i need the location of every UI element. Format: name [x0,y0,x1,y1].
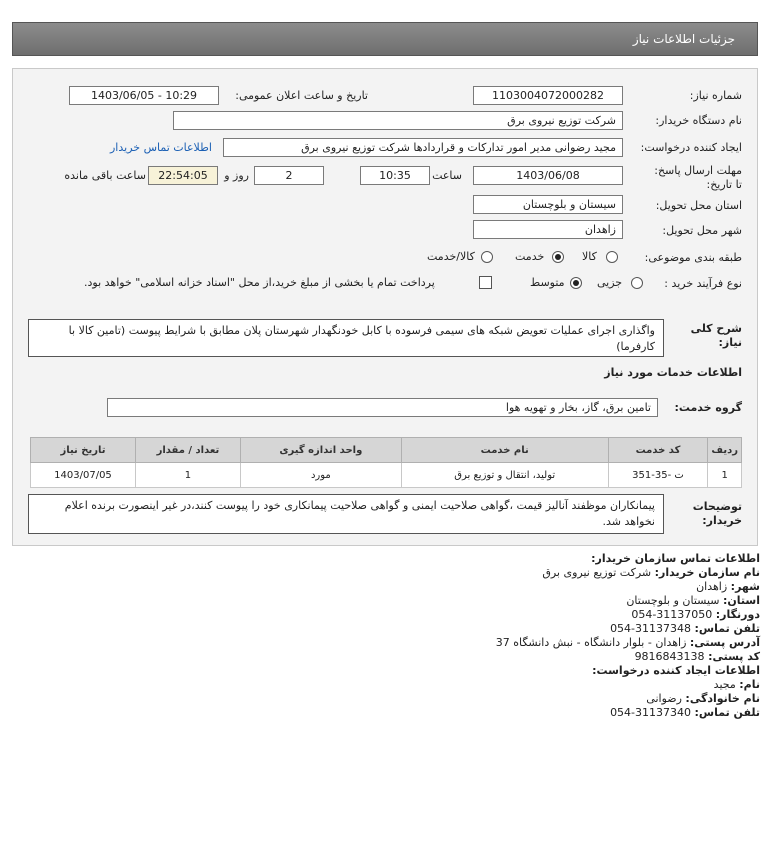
days-field: 2 [254,166,324,185]
category-label: طبقه بندی موضوعی: [644,251,742,264]
description-label: شرح کلی نیاز: [690,322,742,349]
category-radio-goods[interactable] [606,251,618,263]
contact-fax: دورنگار: 054-31137050 [631,608,760,621]
column-header-qty: تعداد / مقدار [135,438,240,463]
table-row [31,463,742,488]
deadline-date-field: 1403/06/08 [473,166,623,185]
page-title: جزئیات اطلاعات نیاز [632,32,735,46]
contact-address: آدرس پستی: زاهدان - بلوار دانشگاه - نبش دانشگاه 37 [495,636,760,649]
cell-date: 1403/07/05 [31,463,136,488]
description-text: واگذاری اجرای عملیات تعویض شبکه های سیمی فرسوده با کابل خودنگهدار شهرستان پلان مطابق با شرایط پیوست (تامین کالا با کارفرما) [28,319,664,357]
contact-org-title: اطلاعات تماس سازمان خریدار: [591,552,760,565]
remaining-label: ساعت باقی مانده [64,169,146,182]
cell-qty: 1 [135,463,240,488]
purchase-radio-medium[interactable] [570,277,582,289]
column-header-name: نام خدمت [401,438,608,463]
days-label: روز و [224,169,249,182]
table-header-row [31,438,742,463]
remaining-time-field: 22:54:05 [148,166,218,185]
treasury-payment-note: پرداخت تمام یا بخشی از مبلغ خرید،از محل "اسناد خزانه اسلامی" خواهد بود. [84,276,435,289]
category-option-goods: کالا [582,250,597,263]
creator-phone: تلفن تماس: 054-31137340 [610,706,760,719]
announce-label: تاریخ و ساعت اعلان عمومی: [235,89,368,102]
province-field: سیستان و بلوچستان [473,195,623,214]
contact-province: استان: سیستان و بلوچستان [626,594,760,607]
buyer-notes-label: توضیحات خریدار: [692,500,742,527]
service-group-label: گروه خدمت: [674,401,742,414]
creator-last-name: نام خانوادگی: رضوانی [646,692,760,705]
column-header-code: کد خدمت [608,438,708,463]
column-header-row-no: ردیف [708,438,742,463]
cell-code: ت -35-351 [608,463,708,488]
purchase-type-label: نوع فرآیند خرید : [664,277,742,290]
deadline-time-field: 10:35 [360,166,430,185]
services-section-title: اطلاعات خدمات مورد نیاز [604,366,742,379]
contact-org-name: نام سازمان خریدار: شرکت توزیع نیروی برق [542,566,760,579]
column-header-date: تاریخ نیاز [31,438,136,463]
buyer-contact-link[interactable]: اطلاعات تماس خریدار [110,141,212,154]
need-number-field: 1103004072000282 [473,86,623,105]
need-number-label: شماره نیاز: [689,89,742,102]
deadline-time-label: ساعت [432,169,462,182]
contact-postal-code: کد پستی: 9816843138 [634,650,760,663]
service-group-field: تامین برق، گاز، بخار و تهویه هوا [107,398,658,417]
creator-info-title: اطلاعات ایجاد کننده درخواست: [592,664,760,677]
treasury-payment-checkbox[interactable] [479,276,492,289]
creator-field: مجید رضوانی مدیر امور تدارکات و قراردادها شرکت توزیع نیروی برق [223,138,623,157]
buyer-org-field: شرکت توزیع نیروی برق [173,111,623,130]
category-radio-service[interactable] [552,251,564,263]
category-radio-both[interactable] [481,251,493,263]
buyer-notes-text: پیمانکاران موظفند آنالیز قیمت ،گواهی صلاحیت ایمنی و گواهی صلاحیت پیمانکاری خود را پیوست کنند،در غیر اینصورت برنده اعلام نخواهد شد. [28,494,664,534]
buyer-org-label: نام دستگاه خریدار: [655,114,742,127]
purchase-radio-minor[interactable] [631,277,643,289]
column-header-unit: واحد اندازه گیری [240,438,401,463]
category-option-both: کالا/خدمت [427,250,475,263]
creator-label: ایجاد کننده درخواست: [640,141,742,154]
cell-name: تولید، انتقال و توزیع برق [401,463,608,488]
cell-unit: مورد [240,463,401,488]
province-label: استان محل تحویل: [655,199,742,212]
category-option-service: خدمت [515,250,545,263]
purchase-option-medium: متوسط [530,276,565,289]
cell-row-no: 1 [708,463,742,488]
creator-first-name: نام: مجید [713,678,760,691]
contact-phone: تلفن تماس: 054-31137348 [610,622,760,635]
contact-city: شهر: زاهدان [696,580,760,593]
announce-field: 1403/06/05 - 10:29 [69,86,219,105]
city-field: زاهدان [473,220,623,239]
city-label: شهر محل تحویل: [662,224,742,237]
page-header [12,22,758,56]
purchase-option-minor: جزیی [597,276,623,289]
deadline-label: مهلت ارسال پاسخ: تا تاریخ: [654,164,742,191]
services-table [30,437,742,488]
